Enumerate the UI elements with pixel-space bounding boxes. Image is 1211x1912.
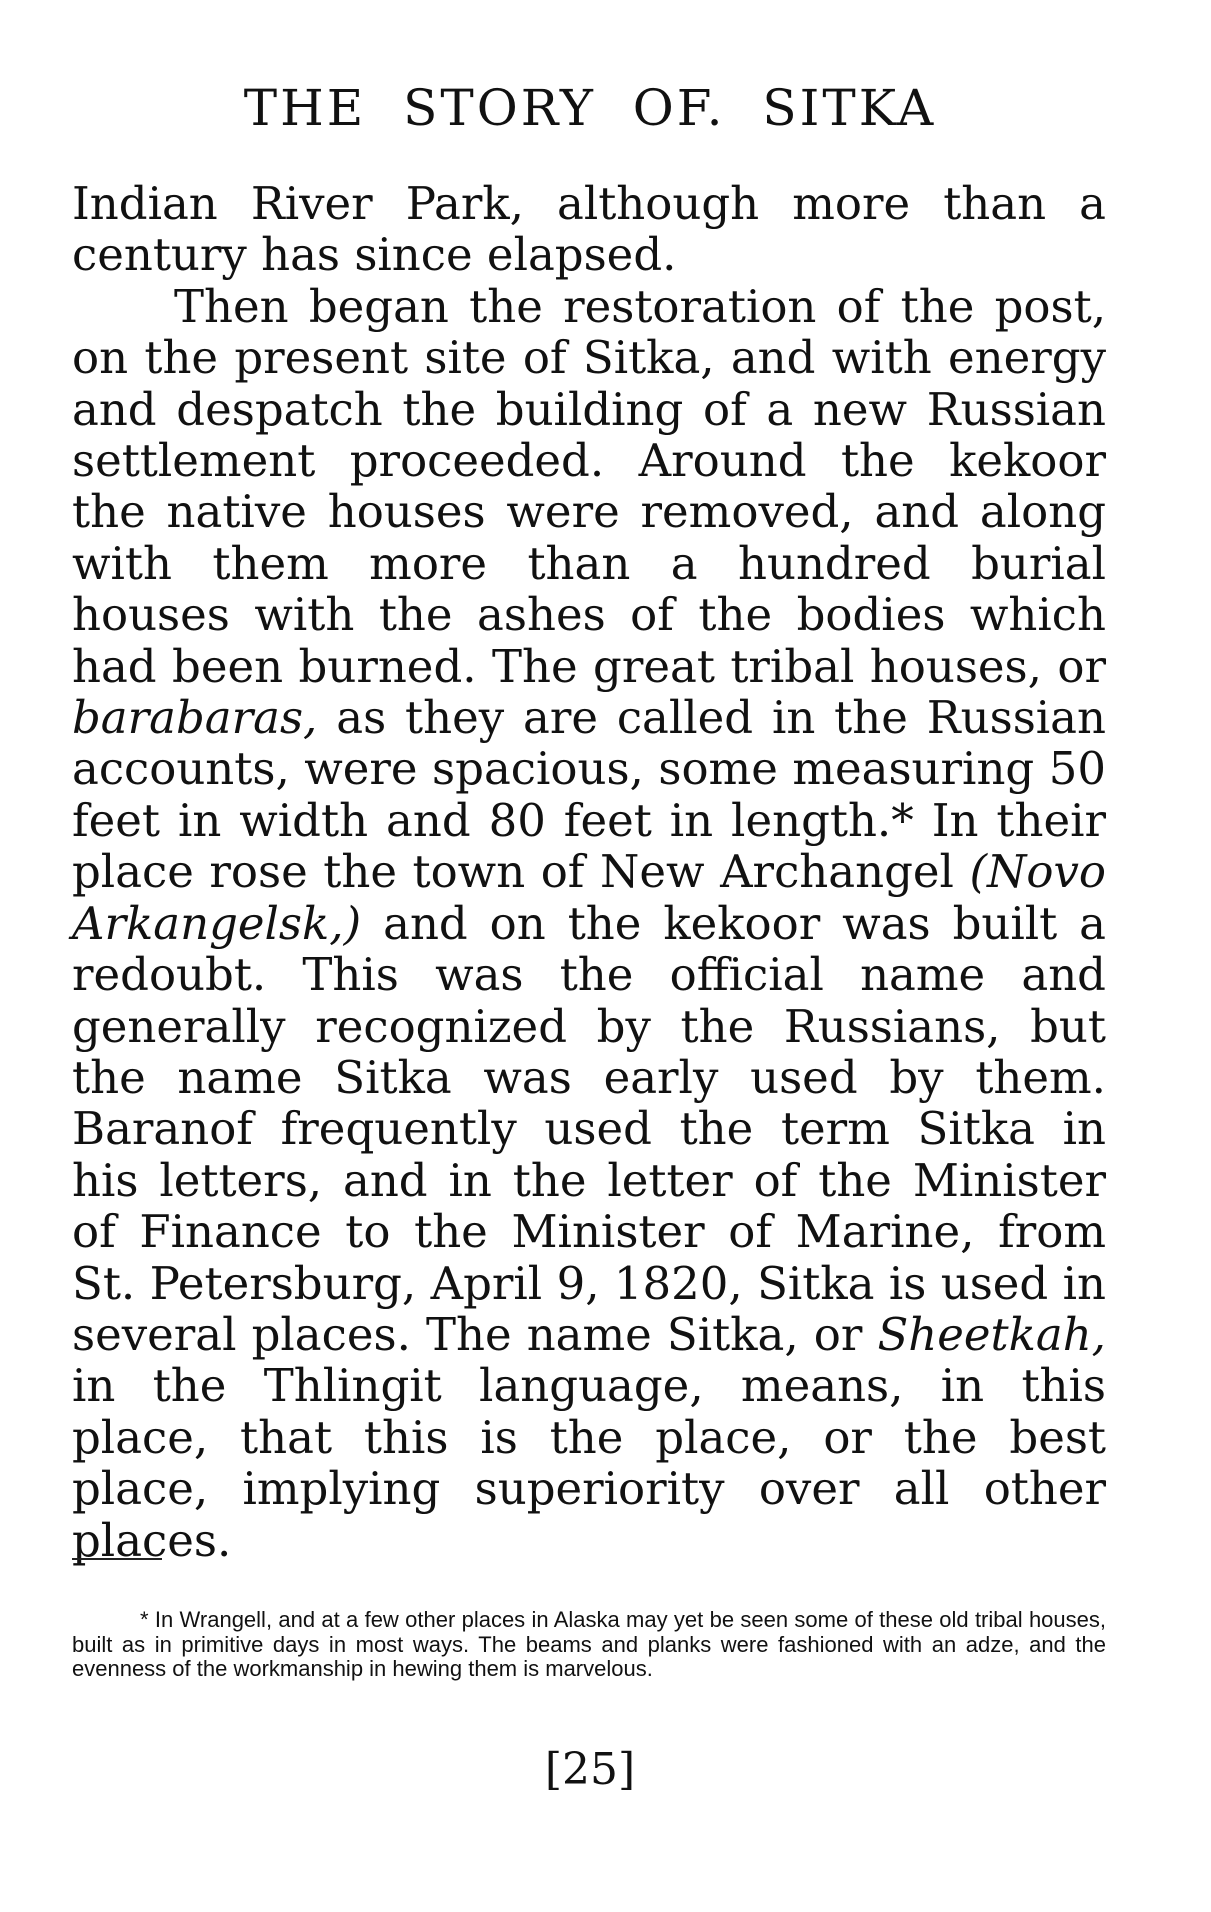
italic-term-novo-arkangelsk: (Novo Arkangelsk,)	[72, 845, 1106, 950]
italic-term-barabaras: barabaras,	[72, 691, 318, 745]
italic-term-sheetkah: Sheetkah,	[877, 1307, 1106, 1361]
page-number: [25]	[544, 1744, 636, 1795]
footnote-rule	[72, 1558, 162, 1560]
paragraph-2	[72, 281, 1106, 1566]
paragraph-2-text-1: Then began the restoration of the post, on the present site of Sitka, and with energy and despatch the building of a new Russian settlement proceeded. Around the kekoor the native houses were removed, and along with them more than a hundred burial houses with the ashes of the bodies which had been burned. The great tribal houses, or	[72, 279, 1106, 693]
running-head: THE STORY OF. SITKA	[243, 79, 937, 137]
body-text	[72, 178, 1106, 1566]
paragraph-1: Indian River Park, although more than a century has since elapsed.	[72, 177, 1106, 282]
paragraph-2-text-2: as they are called in the Russian accounts, were spacious, some measuring 50 feet in width and 80 feet in length.* In their place rose the town of New Archangel	[72, 691, 1106, 899]
paragraph-2-text-3: and on the kekoor was built a redoubt. This was the official name and generally recognized by the Russians, but the name Sitka was early used by them. Baranof frequently used the term Sitka in his letters, and in the letter of the Minister of Finance to the Minister of Marine, from St. Petersburg, April 9, 1820, Sitka is used in several places. The name Sitka, or	[72, 896, 1107, 1361]
footnote: * In Wrangell, and at a few other places in Alaska may yet be seen some of these old tribal houses, built as in primitive days in most ways. The beams and planks were fashioned with an adze, and the evenness of the workmanship in hewing them is marvelous.	[72, 1607, 1106, 1681]
paragraph-2-text-4: in the Thlingit language, means, in this place, that this is the place, or the best place, implying superiority over all other places.	[72, 1359, 1106, 1567]
